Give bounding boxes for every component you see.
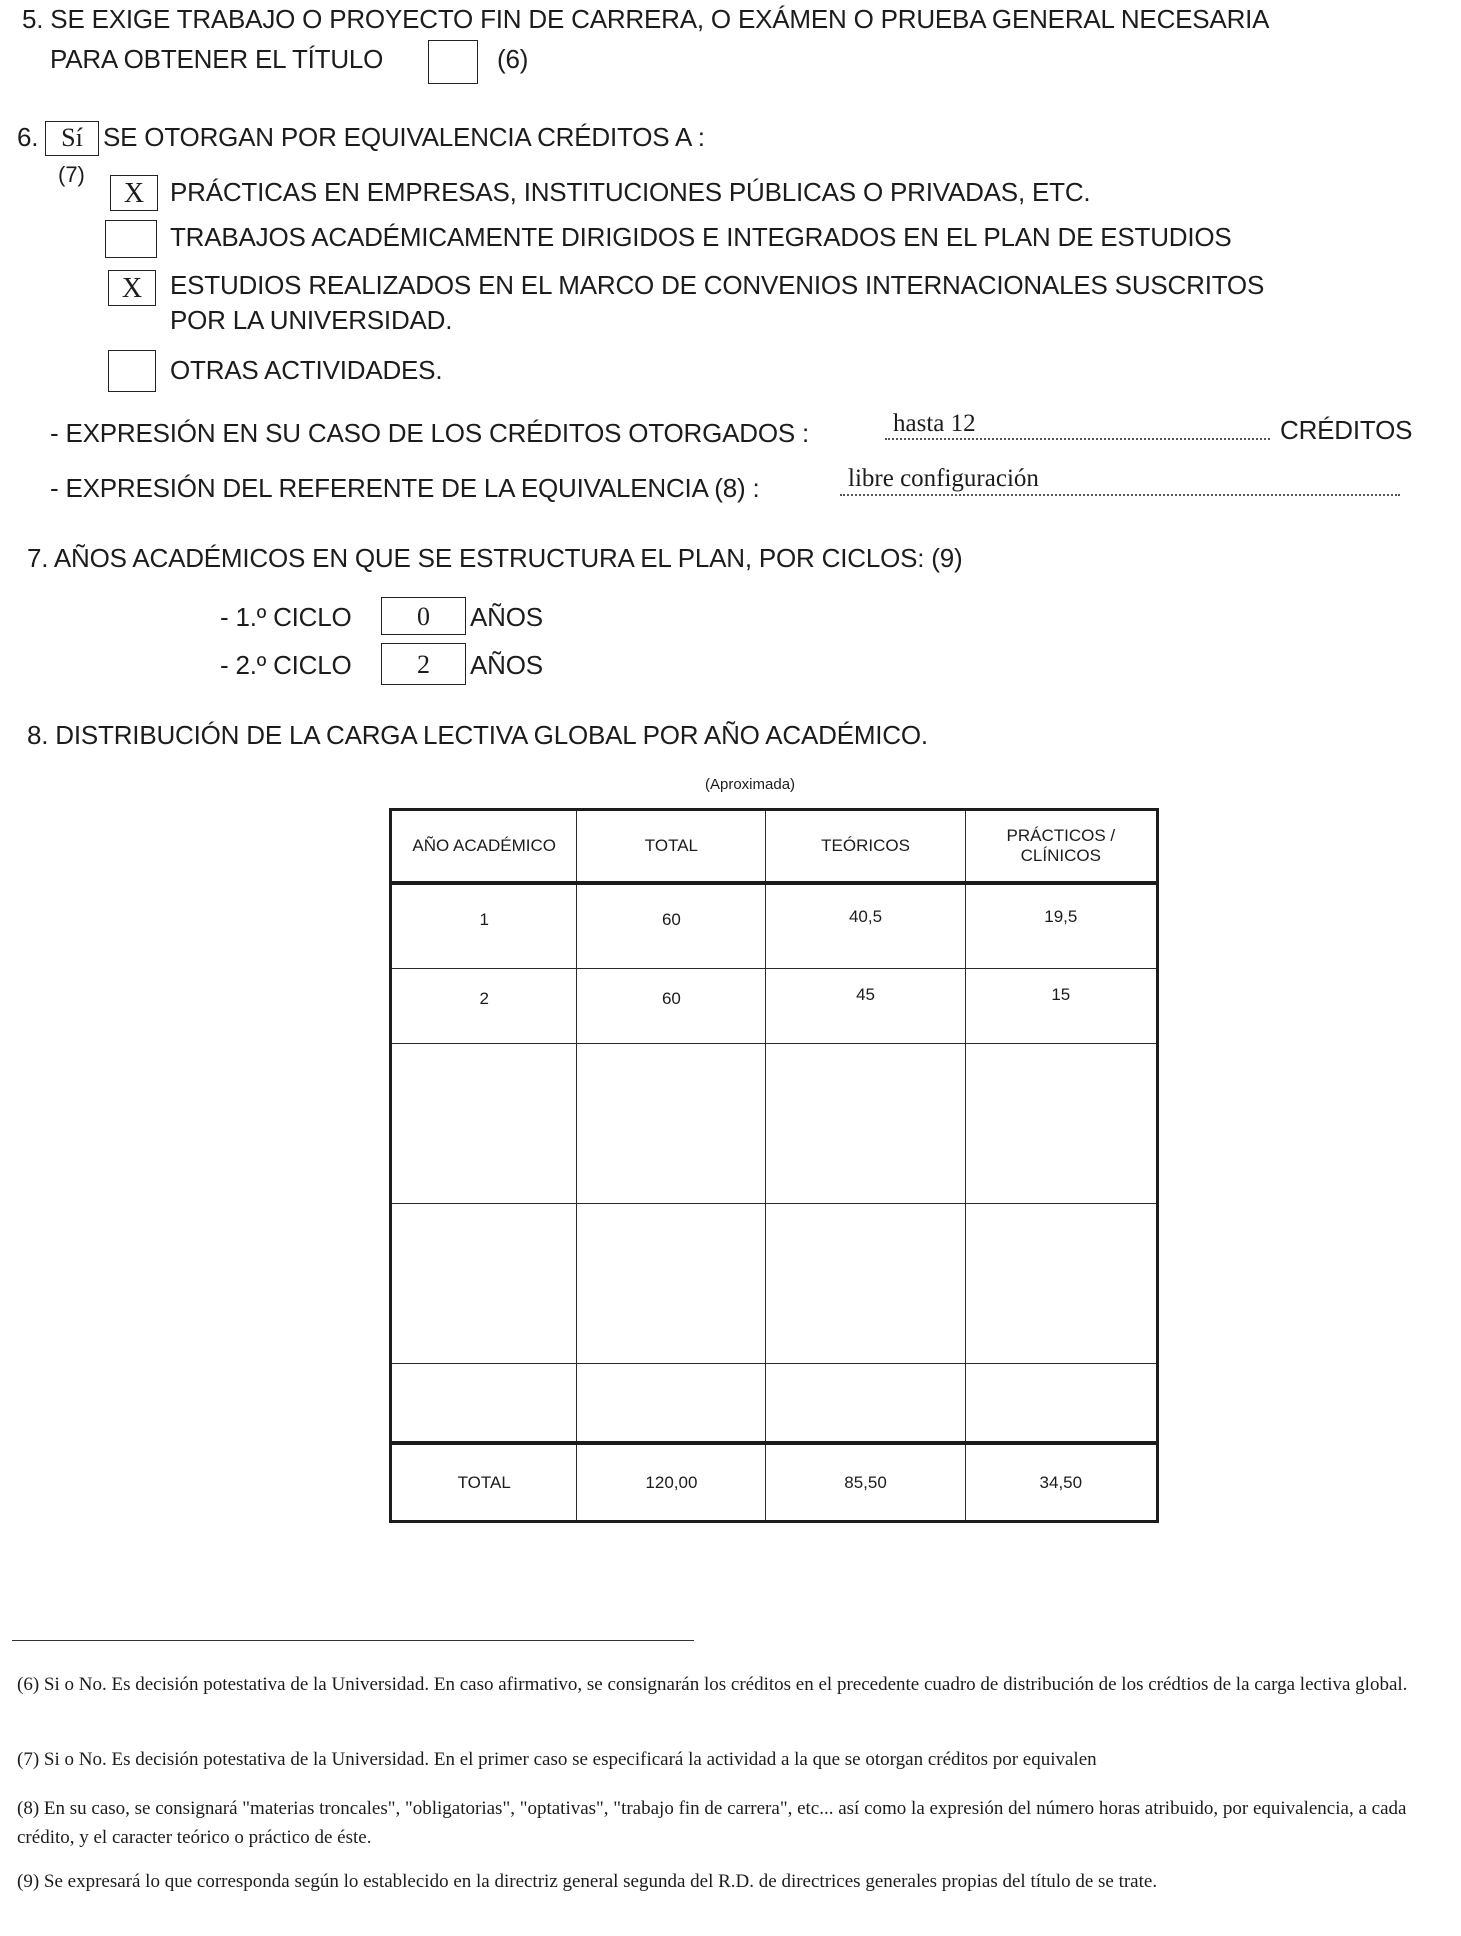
option-convenios-label-2: POR LA UNIVERSIDAD. bbox=[170, 305, 453, 335]
referente-value[interactable]: libre configuración bbox=[848, 465, 1039, 492]
table-row bbox=[391, 883, 1158, 968]
ciclo2-label: - 2.º CICLO bbox=[220, 650, 352, 680]
table-cell bbox=[766, 1043, 965, 1203]
table-cell bbox=[577, 1043, 766, 1203]
table-row bbox=[391, 1203, 1158, 1363]
total-practicos: 34,50 bbox=[965, 1443, 1157, 1522]
ciclo2-unit: AÑOS bbox=[470, 650, 543, 680]
table-cell bbox=[965, 1203, 1157, 1363]
total-teoricos: 85,50 bbox=[766, 1443, 965, 1522]
section6-number: 6. bbox=[17, 122, 39, 152]
referente-label: - EXPRESIÓN DEL REFERENTE DE LA EQUIVALENCIA (8) : bbox=[50, 473, 760, 503]
table-cell bbox=[965, 1043, 1157, 1203]
equivalencia-answer-box[interactable]: Sí bbox=[45, 121, 99, 156]
header-total: TOTAL bbox=[577, 810, 766, 884]
table-cell: 2 bbox=[391, 968, 577, 1043]
option-practicas-checkbox[interactable]: X bbox=[110, 175, 158, 211]
table-row bbox=[391, 1363, 1158, 1443]
table-cell: 40,5 bbox=[766, 883, 965, 968]
section7-title: 7. AÑOS ACADÉMICOS EN QUE SE ESTRUCTURA EL PLAN, POR CICLOS: (9) bbox=[27, 543, 963, 573]
footnote-6: (6) Si o No. Es decisión potestativa de la Universidad. En caso afirmativo, se consignarán los créditos en el precedente cuadro de distribución de los crédtios de la carga lectiva global. bbox=[17, 1674, 1408, 1695]
creditos-unit: CRÉDITOS bbox=[1280, 415, 1413, 445]
titulo-checkbox[interactable] bbox=[428, 40, 478, 84]
option-practicas-label: PRÁCTICAS EN EMPRESAS, INSTITUCIONES PÚBLICAS O PRIVADAS, ETC. bbox=[170, 177, 1091, 207]
option-otras-label: OTRAS ACTIVIDADES. bbox=[170, 355, 443, 385]
header-practicos-clinicos bbox=[965, 810, 1157, 884]
table-cell: 45 bbox=[766, 968, 965, 1043]
table-cell bbox=[391, 1043, 577, 1203]
section5-line1: 5. SE EXIGE TRABAJO O PROYECTO FIN DE CARRERA, O EXÁMEN O PRUEBA GENERAL NECESARIA bbox=[22, 4, 1270, 34]
header-practicos: PRÁCTICOS / bbox=[1006, 826, 1116, 845]
table-cell: 60 bbox=[577, 968, 766, 1043]
total-total: 120,00 bbox=[577, 1443, 766, 1522]
referente-dotted-line bbox=[840, 494, 1400, 496]
table-cell bbox=[965, 1363, 1157, 1443]
carga-lectiva-table bbox=[389, 808, 1159, 1523]
creditos-otorgados-dotted-line bbox=[885, 438, 1270, 440]
table-cell bbox=[391, 1363, 577, 1443]
ciclo1-label: - 1.º CICLO bbox=[220, 602, 352, 632]
option-convenios-checkbox[interactable]: X bbox=[108, 270, 156, 306]
section5-note: (6) bbox=[497, 44, 529, 74]
table-cell: 1 bbox=[391, 883, 577, 968]
section8-subtitle: (Aproximada) bbox=[705, 776, 796, 793]
table-header-row bbox=[391, 810, 1158, 884]
table-cell bbox=[577, 1363, 766, 1443]
table-cell bbox=[766, 1363, 965, 1443]
option-trabajos-label: TRABAJOS ACADÉMICAMENTE DIRIGIDOS E INTEGRADOS EN EL PLAN DE ESTUDIOS bbox=[170, 222, 1232, 252]
header-teoricos: TEÓRICOS bbox=[766, 810, 965, 884]
table-cell: 15 bbox=[965, 968, 1157, 1043]
table-row bbox=[391, 968, 1158, 1043]
option-convenios-label: ESTUDIOS REALIZADOS EN EL MARCO DE CONVENIOS INTERNACIONALES SUSCRITOS bbox=[170, 270, 1265, 300]
footnote-9: (9) Se expresará lo que corresponda según lo establecido en la directriz general segunda del R.D. de directrices generales propias del título de se trate. bbox=[17, 1871, 1158, 1892]
table-cell bbox=[577, 1203, 766, 1363]
table-cell: 60 bbox=[577, 883, 766, 968]
creditos-otorgados-label: - EXPRESIÓN EN SU CASO DE LOS CRÉDITOS OTORGADOS : bbox=[50, 418, 810, 448]
ciclo1-unit: AÑOS bbox=[470, 602, 543, 632]
footnote-7: (7) Si o No. Es decisión potestativa de la Universidad. En el primer caso se especificará la actividad a la que se otorgan créditos por equivalen bbox=[17, 1749, 1097, 1770]
ciclo1-value-box[interactable]: 0 bbox=[381, 597, 466, 635]
option-otras-checkbox[interactable] bbox=[108, 350, 156, 392]
ciclo2-value-box[interactable]: 2 bbox=[381, 643, 466, 685]
total-label: TOTAL bbox=[391, 1443, 577, 1522]
section6-note: (7) bbox=[58, 162, 85, 187]
footnote-8: (8) En su caso, se consignará "materias troncales", "obligatorias", "optativas", "trabajo fin de carrera", etc... así como la expresión del número horas atribuido, por equivalencia, a cada crédito, y el caracter teórico o práctico de éste. bbox=[17, 1798, 1407, 1848]
table-row bbox=[391, 1043, 1158, 1203]
footnote-separator bbox=[12, 1640, 694, 1641]
header-ano-academico: AÑO ACADÉMICO bbox=[391, 810, 577, 884]
section6-title: SE OTORGAN POR EQUIVALENCIA CRÉDITOS A : bbox=[103, 122, 705, 152]
header-clinicos: CLÍNICOS bbox=[1020, 846, 1101, 865]
table-total-row bbox=[391, 1443, 1158, 1522]
option-trabajos-checkbox[interactable] bbox=[105, 220, 157, 258]
table-cell: 19,5 bbox=[965, 883, 1157, 968]
section8-title: 8. DISTRIBUCIÓN DE LA CARGA LECTIVA GLOBAL POR AÑO ACADÉMICO. bbox=[27, 720, 928, 750]
table-cell bbox=[391, 1203, 577, 1363]
table-cell bbox=[766, 1203, 965, 1363]
creditos-otorgados-value[interactable]: hasta 12 bbox=[893, 410, 976, 437]
section5-line2: PARA OBTENER EL TÍTULO bbox=[50, 44, 384, 74]
